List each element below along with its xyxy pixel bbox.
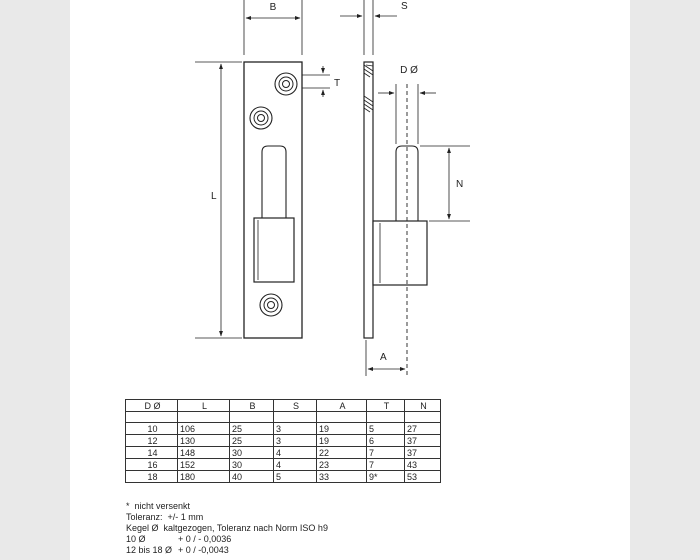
table-cell: 30 — [230, 447, 274, 459]
table-row — [126, 447, 441, 459]
table-cell: 5 — [367, 423, 405, 435]
table-cell: 53 — [405, 471, 441, 483]
dimension-l — [195, 62, 242, 338]
table-cell: 3 — [274, 435, 317, 447]
table-row — [126, 423, 441, 435]
table-cell: 5 — [274, 471, 317, 483]
table-cell: 33 — [317, 471, 367, 483]
note-cone-tolerance: Kegel Ø kaltgezogen, Toleranz nach Norm ISO h9 — [126, 523, 328, 533]
dimension-table — [125, 399, 441, 483]
table-cell: 7 — [367, 447, 405, 459]
dimension-t-label: T — [334, 78, 341, 89]
hinge-plate — [244, 62, 302, 338]
table-cell: 3 — [274, 423, 317, 435]
side-view — [364, 62, 427, 376]
table-cell: 18 — [126, 471, 178, 483]
dimension-n-label: N — [456, 179, 464, 190]
dimension-n — [420, 146, 470, 221]
table-cell: 43 — [405, 459, 441, 471]
table-cell: 16 — [126, 459, 178, 471]
col-header-l: L — [178, 400, 230, 412]
table-row — [126, 435, 441, 447]
table-row — [126, 459, 441, 471]
table-cell: 130 — [178, 435, 230, 447]
col-header-a: A — [317, 400, 367, 412]
note-tolerance: Toleranz: +/- 1 mm — [126, 512, 204, 522]
note-tolerance-12-18-label: 12 bis 18 Ø — [126, 545, 173, 555]
table-cell: 25 — [230, 423, 274, 435]
table-cell: 4 — [274, 459, 317, 471]
table-cell: 30 — [230, 459, 274, 471]
dimension-l-label: L — [211, 191, 217, 202]
table-cell: 19 — [317, 435, 367, 447]
table-cell: 7 — [367, 459, 405, 471]
table-cell: 37 — [405, 447, 441, 459]
col-header-t: T — [367, 400, 405, 412]
col-header-s: S — [274, 400, 317, 412]
note-tolerance-12-18 — [126, 545, 328, 556]
table-header-row — [126, 400, 441, 412]
table-cell: 4 — [274, 447, 317, 459]
table-cell: 37 — [405, 435, 441, 447]
hinge-collar-side — [373, 221, 427, 285]
table-cell: 19 — [317, 423, 367, 435]
note-not-countersunk: * nicht versenkt — [126, 501, 191, 511]
dimension-t — [302, 66, 340, 97]
table-row — [126, 471, 441, 483]
table-cell: 27 — [405, 423, 441, 435]
table-cell: 23 — [317, 459, 367, 471]
table-cell: 9* — [367, 471, 405, 483]
col-header-d: D Ø — [126, 400, 178, 412]
note-tolerance-12-18-value: + 0 / -0,0043 — [178, 545, 229, 555]
table-cell: 25 — [230, 435, 274, 447]
col-header-n: N — [405, 400, 441, 412]
dimension-b-label: B — [269, 2, 277, 13]
table-cell: 10 — [126, 423, 178, 435]
col-header-b: B — [230, 400, 274, 412]
table-cell: 180 — [178, 471, 230, 483]
hinge-collar-front — [254, 218, 294, 282]
front-view — [244, 62, 302, 338]
dimension-s — [340, 0, 408, 55]
table-cell: 106 — [178, 423, 230, 435]
note-tolerance-10-value: + 0 / - 0,0036 — [178, 534, 232, 544]
dimension-s-label: S — [401, 1, 408, 12]
table-cell: 148 — [178, 447, 230, 459]
table-cell: 40 — [230, 471, 274, 483]
table-cell: 14 — [126, 447, 178, 459]
dimension-d-label: D Ø — [400, 65, 418, 76]
dimension-b — [244, 0, 302, 55]
table-cell: 12 — [126, 435, 178, 447]
dimension-a-label: A — [380, 352, 387, 363]
note-tolerance-10-label: 10 Ø — [126, 534, 146, 544]
note-tolerance-10 — [126, 534, 328, 545]
dimension-a — [366, 340, 405, 376]
table-cell: 6 — [367, 435, 405, 447]
spec-notes — [126, 501, 328, 556]
table-spacer-row — [126, 412, 441, 423]
table-cell: 22 — [317, 447, 367, 459]
dimension-d — [378, 65, 436, 144]
table-cell: 152 — [178, 459, 230, 471]
